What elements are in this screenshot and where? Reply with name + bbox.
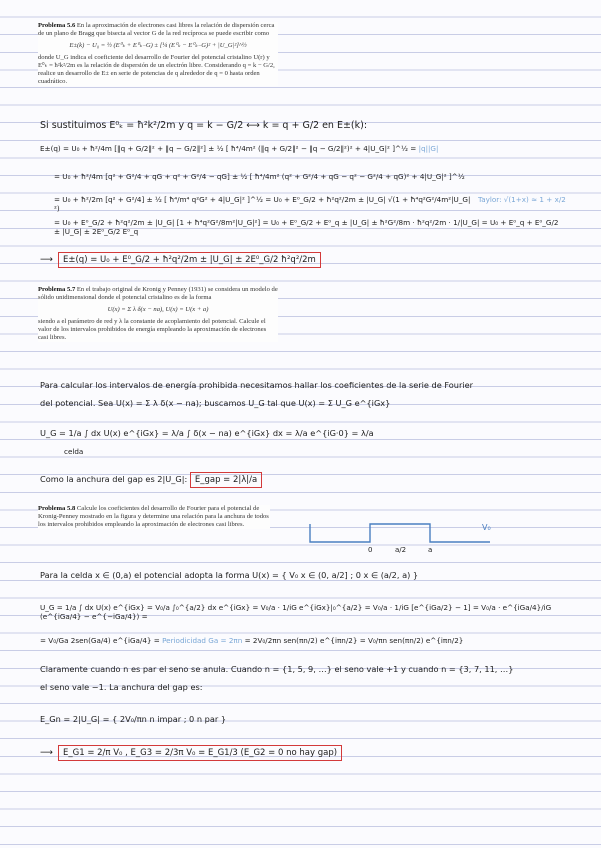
problem-5-7-label: Problema 5.7 — [38, 286, 76, 293]
p58-periodicity-note: Periodicidad Ga = 2πn — [162, 636, 243, 645]
p56-result-box: E±(q) = U₀ + E⁰_G/2 + ħ²q²/2m ± |U_G| ± 2E⁰_G/2 ħ²q²/2m — [58, 252, 321, 268]
p58-line-5: el seno vale −1. La anchura del gap es: — [40, 682, 203, 692]
tick-label-a-half: a/2 — [395, 546, 407, 554]
p58-line-3 — [40, 636, 463, 645]
p56-line-4: = U₀ + E⁰_G/2 + ħ²q²/2m ± |U_G| [1 + ħ⁴q²G²/8m²|U_G|²] = U₀ + E⁰_G/2 + E⁰_q ± |U_G| ± ħ²G²/8m · ħ²q²/2m · 1/|U_G| = U₀ + E⁰_q + E⁰_G/2 ± |U_G| ± 2E⁰_G/2 E⁰_q — [54, 218, 559, 236]
problem-5-6-statement — [38, 22, 278, 86]
p56-line-2: = U₀ + ħ²/4m [q² + G²/4 + qG + q² + G²/4 − qG] ± ½ [ ħ⁴/4m² (q² + G²/4 + qG − q² − G²/4 + qG)² + 4|U_G|² ]^½ — [54, 172, 465, 181]
p56-line-3: = U₀ + ħ²/2m [q² + G²/4] ± ½ [ ħ⁴/m⁴ q²G² + 4|U_G|² ]^½ = U₀ + E⁰_G/2 + ħ²q²/2m ± |U_G| √(1 + ħ⁴q²G²/4m²|U_G|²) — [54, 195, 471, 213]
problem-5-7-equation: U(x) = Σ λ δ(x − na), U(x) = U(x + a) — [107, 306, 209, 313]
p58-line-4: Claramente cuando n es par el seno se anula. Cuando n = {1, 5, 9, …} el seno vale +1 y cuando n = {3, 7, 11, …} — [40, 664, 514, 674]
problem-5-6-text-2: donde U_G indica el coeficiente del desarrollo de Fourier del potencial cristalino U(r) y E⁰ₖ = ħ²k²/2m es la relación de dispersión de un electrón libre. Considerando q = k − G/2, realice un desarrollo de E± en serie de potencias de q alrededor de q = 0 hasta orden cuadrático. — [38, 54, 275, 85]
p57-line-2: del potencial. Sea U(x) = Σ λ δ(x − na); buscamos U_G tal que U(x) = Σ U_G e^{iGx} — [40, 398, 391, 408]
p58-result-box: E_G1 = 2/π V₀ , E_G3 = 2/3π V₀ = E_G1/3 (E_G2 = 0 no hay gap) — [58, 745, 342, 761]
problem-5-6-label: Problema 5.6 — [38, 22, 76, 29]
p58-result-row — [40, 740, 342, 759]
potential-v0-label: V₀ — [482, 523, 491, 532]
problem-5-8-label: Problema 5.8 — [38, 505, 76, 512]
p57-line-4 — [40, 474, 262, 485]
p58-line-3b-text: = 2V₀/2πn sen(πn/2) e^{iπn/2} = V₀/πn sen(πn/2) e^{iπn/2} — [244, 636, 464, 645]
kronig-penney-potential-figure — [300, 516, 500, 556]
p57-celda-label: celda — [64, 447, 84, 456]
p57-line-1: Para calcular los intervalos de energía prohibida necesitamos hallar los coeficientes de la serie de Fourier — [40, 380, 474, 390]
problem-5-6-text: En la aproximación de electrones casi libres la relación de dispersión cerca de un plano de Bragg que bisecta al vector G de la red recíproca se puede escribir como — [38, 22, 275, 37]
p56-line-1 — [40, 144, 570, 153]
p56-line-1-note: |q||G| — [418, 144, 439, 153]
p58-line-2: U_G = 1/a ∫ dx U(x) e^{iGx} = V₀/a ∫₀^{a/2} dx e^{iGx} = V₀/a · 1/iG e^{iGx}|₀^{a/2} = V₀/a · 1/iG [e^{iGa/2} − 1] = V₀/a · e^{iGa/4}/iG (e^{iGa/4} − e^{−iGa/4}) = — [40, 603, 552, 621]
problem-5-7-text-2: siendo a el parámetro de red y λ la constante de acoplamiento del potencial. Calcule el valor de los intervalos prohibidos de energía empleando la aproximación de electrones casi libres. — [38, 318, 267, 341]
p57-result-box: E_gap = 2|λ|/a — [190, 472, 262, 488]
p57-line-3: U_G = 1/a ∫ dx U(x) e^{iGx} = λ/a ∫ δ(x − na) e^{iGx} dx = λ/a e^{iG·0} = λ/a — [40, 428, 374, 438]
tick-label-a: a — [428, 546, 433, 554]
arrow-right-icon: ⟶ — [40, 748, 53, 758]
p58-line-3-text: = V₀/Ga 2sen(Ga/4) e^{iGa/4} = — [40, 636, 160, 645]
p56-intro: Si sustituimos E⁰ₖ = ħ²k²/2m y q = k − G/2 ⟷ k = q + G/2 en E±(k): — [40, 120, 368, 131]
p58-line-6: E_Gn = 2|U_G| = { 2V₀/πn n impar ; 0 n par } — [40, 714, 227, 724]
problem-5-8-text: Calcule los coeficientes del desarrollo de Fourier para el potencial de Kronig-Penney mostrado en la figura y determine una relación para la anchura de todos los intervalos prohibidos empleando la aproximación de electrones casi libres. — [38, 505, 269, 528]
p58-line-1: Para la celda x ∈ (0,a) el potencial adopta la forma U(x) = { V₀ x ∈ (0, a/2] ; 0 x ∈ (a/2, a) } — [40, 570, 419, 580]
arrow-right-icon: ⟶ — [40, 255, 53, 265]
problem-5-7-text: En el trabajo original de Kronig y Penney (1931) se considera un modelo de sólido unidimensional donde el potencial cristalino es de la forma — [38, 286, 278, 301]
problem-5-6-equation: E±(k) − U₀ = ½ (E⁰ₖ + E⁰ₖ₋G) ± [¼ (E⁰ₖ − E⁰ₖ₋G)² + |U_G|²]^½ — [69, 42, 247, 49]
potential-waveform — [310, 524, 490, 542]
p56-taylor-note: Taylor: √(1+x) ≈ 1 + x/2 — [478, 195, 566, 204]
problem-5-8-statement — [38, 505, 270, 529]
p57-line-4-text: Como la anchura del gap es 2|U_G|: — [40, 474, 188, 484]
p56-result-row — [40, 247, 321, 266]
tick-label-0: 0 — [368, 546, 373, 554]
problem-5-7-statement — [38, 286, 278, 342]
p56-line-1-text: E±(q) = U₀ + ħ²/4m [‖q + G/2‖² + ‖q − G/2‖²] ± ½ [ ħ⁴/4m² (‖q + G/2‖² − ‖q − G/2‖²)² + 4|U_G|² ]^½ = — [40, 144, 417, 153]
